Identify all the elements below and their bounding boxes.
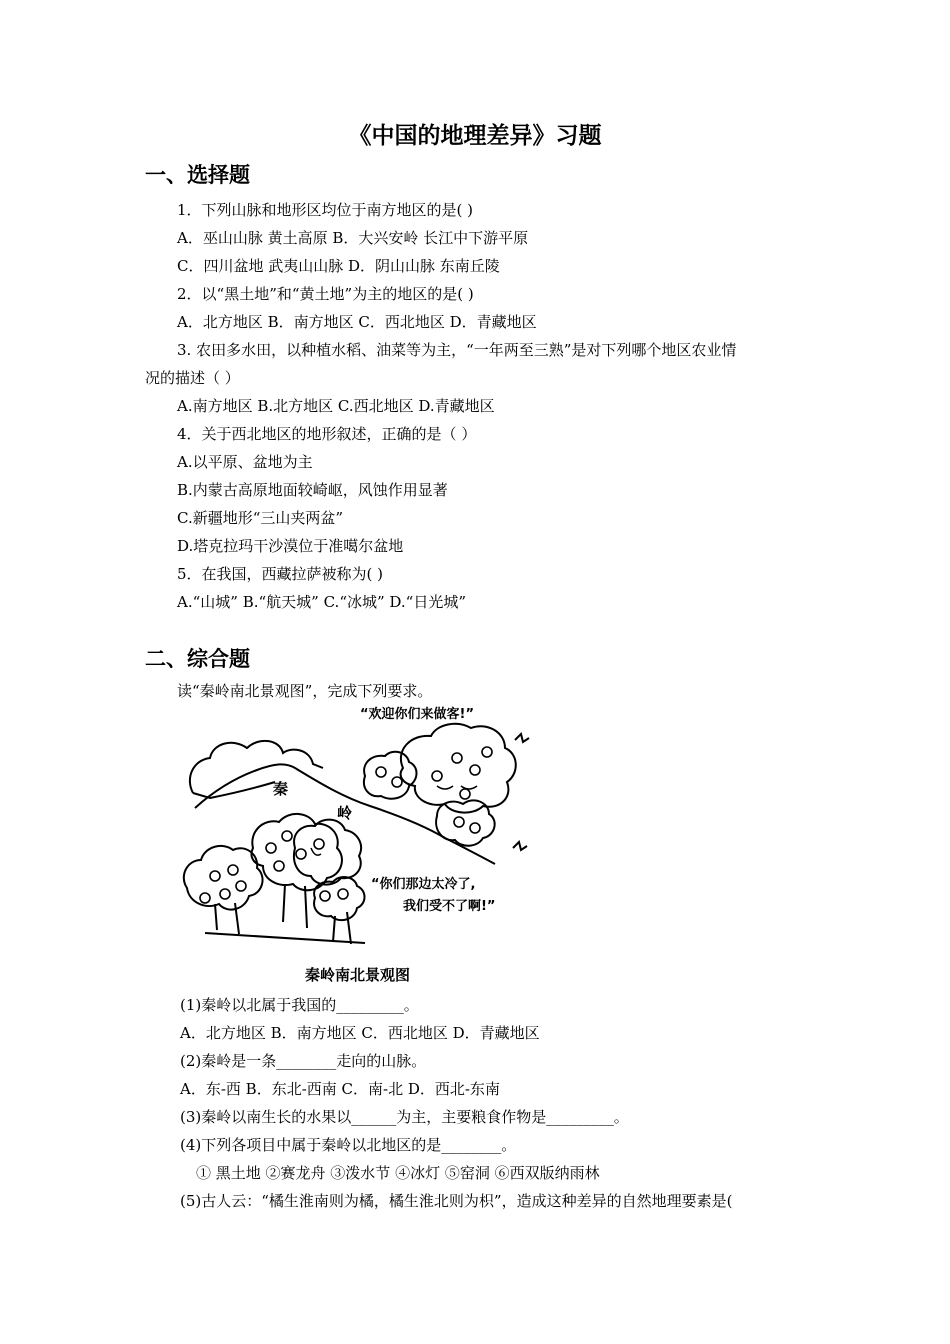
page-title: 《中国的地理差异》习题 bbox=[348, 123, 602, 149]
bird-icon bbox=[513, 842, 527, 850]
part-5-stem: (5)古人云：“橘生淮南则为橘，橘生淮北则为枳”，造成这种差异的自然地理要素是( bbox=[180, 1192, 733, 1210]
speech-bubble-north-line1: “你们那边太冷了, bbox=[371, 877, 476, 892]
north-tree-3 bbox=[294, 820, 361, 885]
question-4-stem: 4．关于西北地区的地形叙述，正确的是（ ） bbox=[177, 425, 477, 443]
part-1-stem: (1)秦岭以北属于我国的_________。 bbox=[180, 996, 419, 1014]
question-1-stem: 1．下列山脉和地形区均位于南方地区的是( ) bbox=[177, 201, 474, 219]
speech-bubble-south: “欢迎你们来做客!” bbox=[360, 707, 475, 722]
section-heading-choice: 一、选择题 bbox=[145, 163, 250, 187]
part-4-items: ① 黑土地 ②赛龙舟 ③泼水节 ④冰灯 ⑤窑洞 ⑥西双版纳雨林 bbox=[196, 1164, 600, 1182]
comprehensive-intro: 读“秦岭南北景观图”，完成下列要求。 bbox=[177, 682, 433, 700]
part-2-options: A．东-西 B．东北-西南 C．南-北 D．西北-东南 bbox=[180, 1080, 500, 1098]
map-label-qin: 秦 bbox=[273, 780, 289, 798]
part-2-stem: (2)秦岭是一条________走向的山脉。 bbox=[180, 1052, 427, 1070]
question-1-options-cd: C．四川盆地 武夷山山脉 D．阴山山脉 东南丘陵 bbox=[177, 257, 500, 275]
part-1-options: A．北方地区 B．南方地区 C．西北地区 D．青藏地区 bbox=[180, 1024, 540, 1042]
ground-line bbox=[205, 933, 365, 943]
question-3-stem-continued: 况的描述（ ） bbox=[145, 369, 240, 387]
bird-icon bbox=[515, 734, 529, 742]
part-3-stem: (3)秦岭以南生长的水果以______为主，主要粮食作物是_________。 bbox=[180, 1108, 629, 1126]
question-3-options: A.南方地区 B.北方地区 C.西北地区 D.青藏地区 bbox=[177, 397, 495, 415]
question-2-stem: 2．以“黑土地”和“黄土地”为主的地区的是( ) bbox=[177, 285, 474, 303]
question-4-option-b: B.内蒙古高原地面较崎岖，风蚀作用显著 bbox=[177, 481, 448, 499]
question-4-option-d: D.塔克拉玛干沙漠位于准噶尔盆地 bbox=[177, 537, 404, 555]
question-4-option-c: C.新疆地形“三山夹两盆” bbox=[177, 509, 344, 527]
section-heading-comprehensive: 二、综合题 bbox=[145, 647, 250, 671]
map-label-ling: 岭 bbox=[337, 804, 353, 822]
part-4-stem: (4)下列各项目中属于秦岭以北地区的是________。 bbox=[180, 1136, 517, 1154]
south-tree-large bbox=[401, 724, 516, 813]
question-1-options-ab: A．巫山山脉 黄土高原 B．大兴安岭 长江中下游平原 bbox=[177, 229, 529, 247]
speech-bubble-north-line2: 我们受不了啊!” bbox=[403, 899, 496, 914]
question-5-stem: 5．在我国，西藏拉萨被称为( ) bbox=[177, 565, 384, 583]
question-2-options: A．北方地区 B．南方地区 C．西北地区 D．青藏地区 bbox=[177, 313, 537, 331]
question-5-options: A.“山城” B.“航天城” C.“冰城” D.“日光城” bbox=[177, 593, 467, 611]
question-4-option-a: A.以平原、盆地为主 bbox=[177, 453, 313, 471]
question-3-stem: 3. 农田多水田，以种植水稻、油菜等为主，“一年两至三熟”是对下列哪个地区农业情 bbox=[177, 341, 737, 359]
qinling-landscape-figure bbox=[175, 698, 545, 960]
figure-caption: 秦岭南北景观图 bbox=[305, 966, 411, 984]
south-tree-small bbox=[364, 752, 417, 799]
